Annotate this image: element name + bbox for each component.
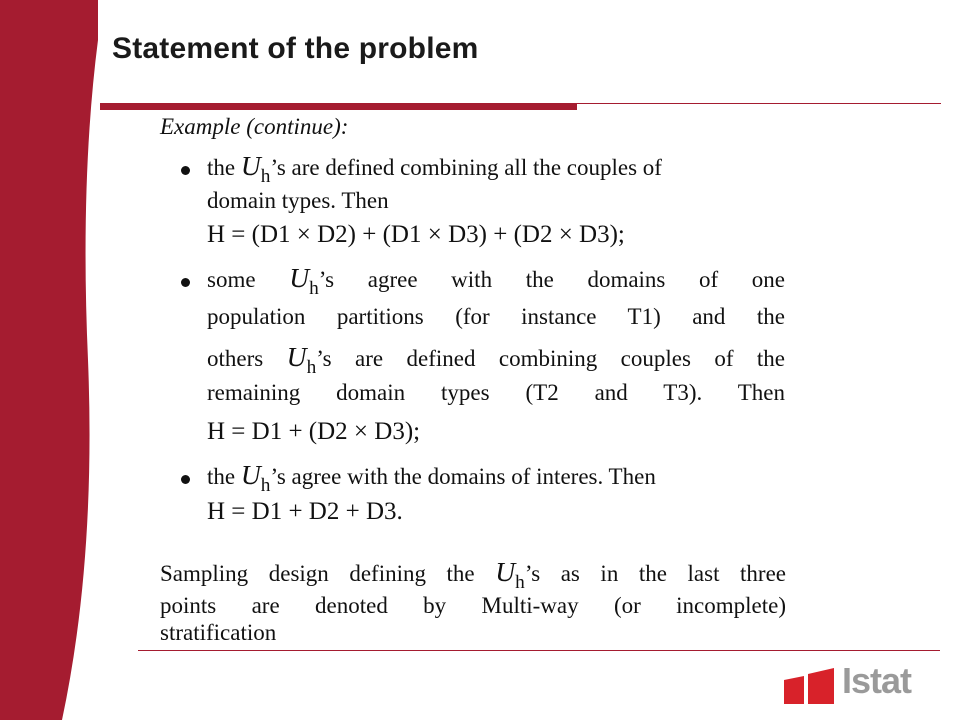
bullet-dot xyxy=(181,475,190,484)
equation-2: H = D1 + (D2 × D3); xyxy=(207,418,421,445)
equation-3: H = D1 + D2 + D3. xyxy=(207,498,403,525)
bullet-2-line-4: remaining domain types (T2 and T3). Then xyxy=(207,380,785,405)
bullet-2-line-2: population partitions (for instance T1) and the xyxy=(207,304,785,329)
uh-symbol: $U_h$ xyxy=(289,262,319,299)
conclusion-line-3: stratification xyxy=(160,620,277,645)
istat-logo-text: Istat xyxy=(842,660,912,701)
example-heading: Example (continue): xyxy=(160,114,349,139)
istat-logo-icon xyxy=(782,666,840,706)
bullet-2-line-3: others $U_h’s$ are defined combining couples of the xyxy=(207,341,786,378)
conclusion-line-1: Sampling design defining the $U_h’s$ as in the last three xyxy=(160,556,787,593)
side-band xyxy=(0,0,98,720)
bullet-3-line-1: the $U_h’s$ agree with the domains of interes. Then xyxy=(207,459,656,496)
conclusion-line-2: points are denoted by Multi-way (or incomplete) xyxy=(160,593,786,618)
uh-symbol: $U_h$ xyxy=(240,150,271,187)
uh-symbol: $U_h$ xyxy=(240,459,271,496)
title-rule-thick xyxy=(100,103,577,110)
equation-1: H = (D1 × D2) + (D1 × D3) + (D2 × D3); xyxy=(207,221,625,248)
bullet-1-line-2: domain types. Then xyxy=(207,188,389,213)
bullet-dot xyxy=(181,278,190,287)
content-bottom-rule xyxy=(138,650,940,651)
uh-symbol: $U_h$ xyxy=(286,341,317,378)
title-rule-thin xyxy=(577,103,941,104)
bullet-dot xyxy=(181,166,190,175)
slide-title: Statement of the problem xyxy=(112,32,479,65)
uh-symbol: $U_h$ xyxy=(495,556,525,593)
bullet-2-line-1: some $U_h’s$ agree with the domains of one xyxy=(207,262,786,299)
bullet-1-line-1: the $U_h’s$ are defined combining all the couples of xyxy=(207,150,662,187)
